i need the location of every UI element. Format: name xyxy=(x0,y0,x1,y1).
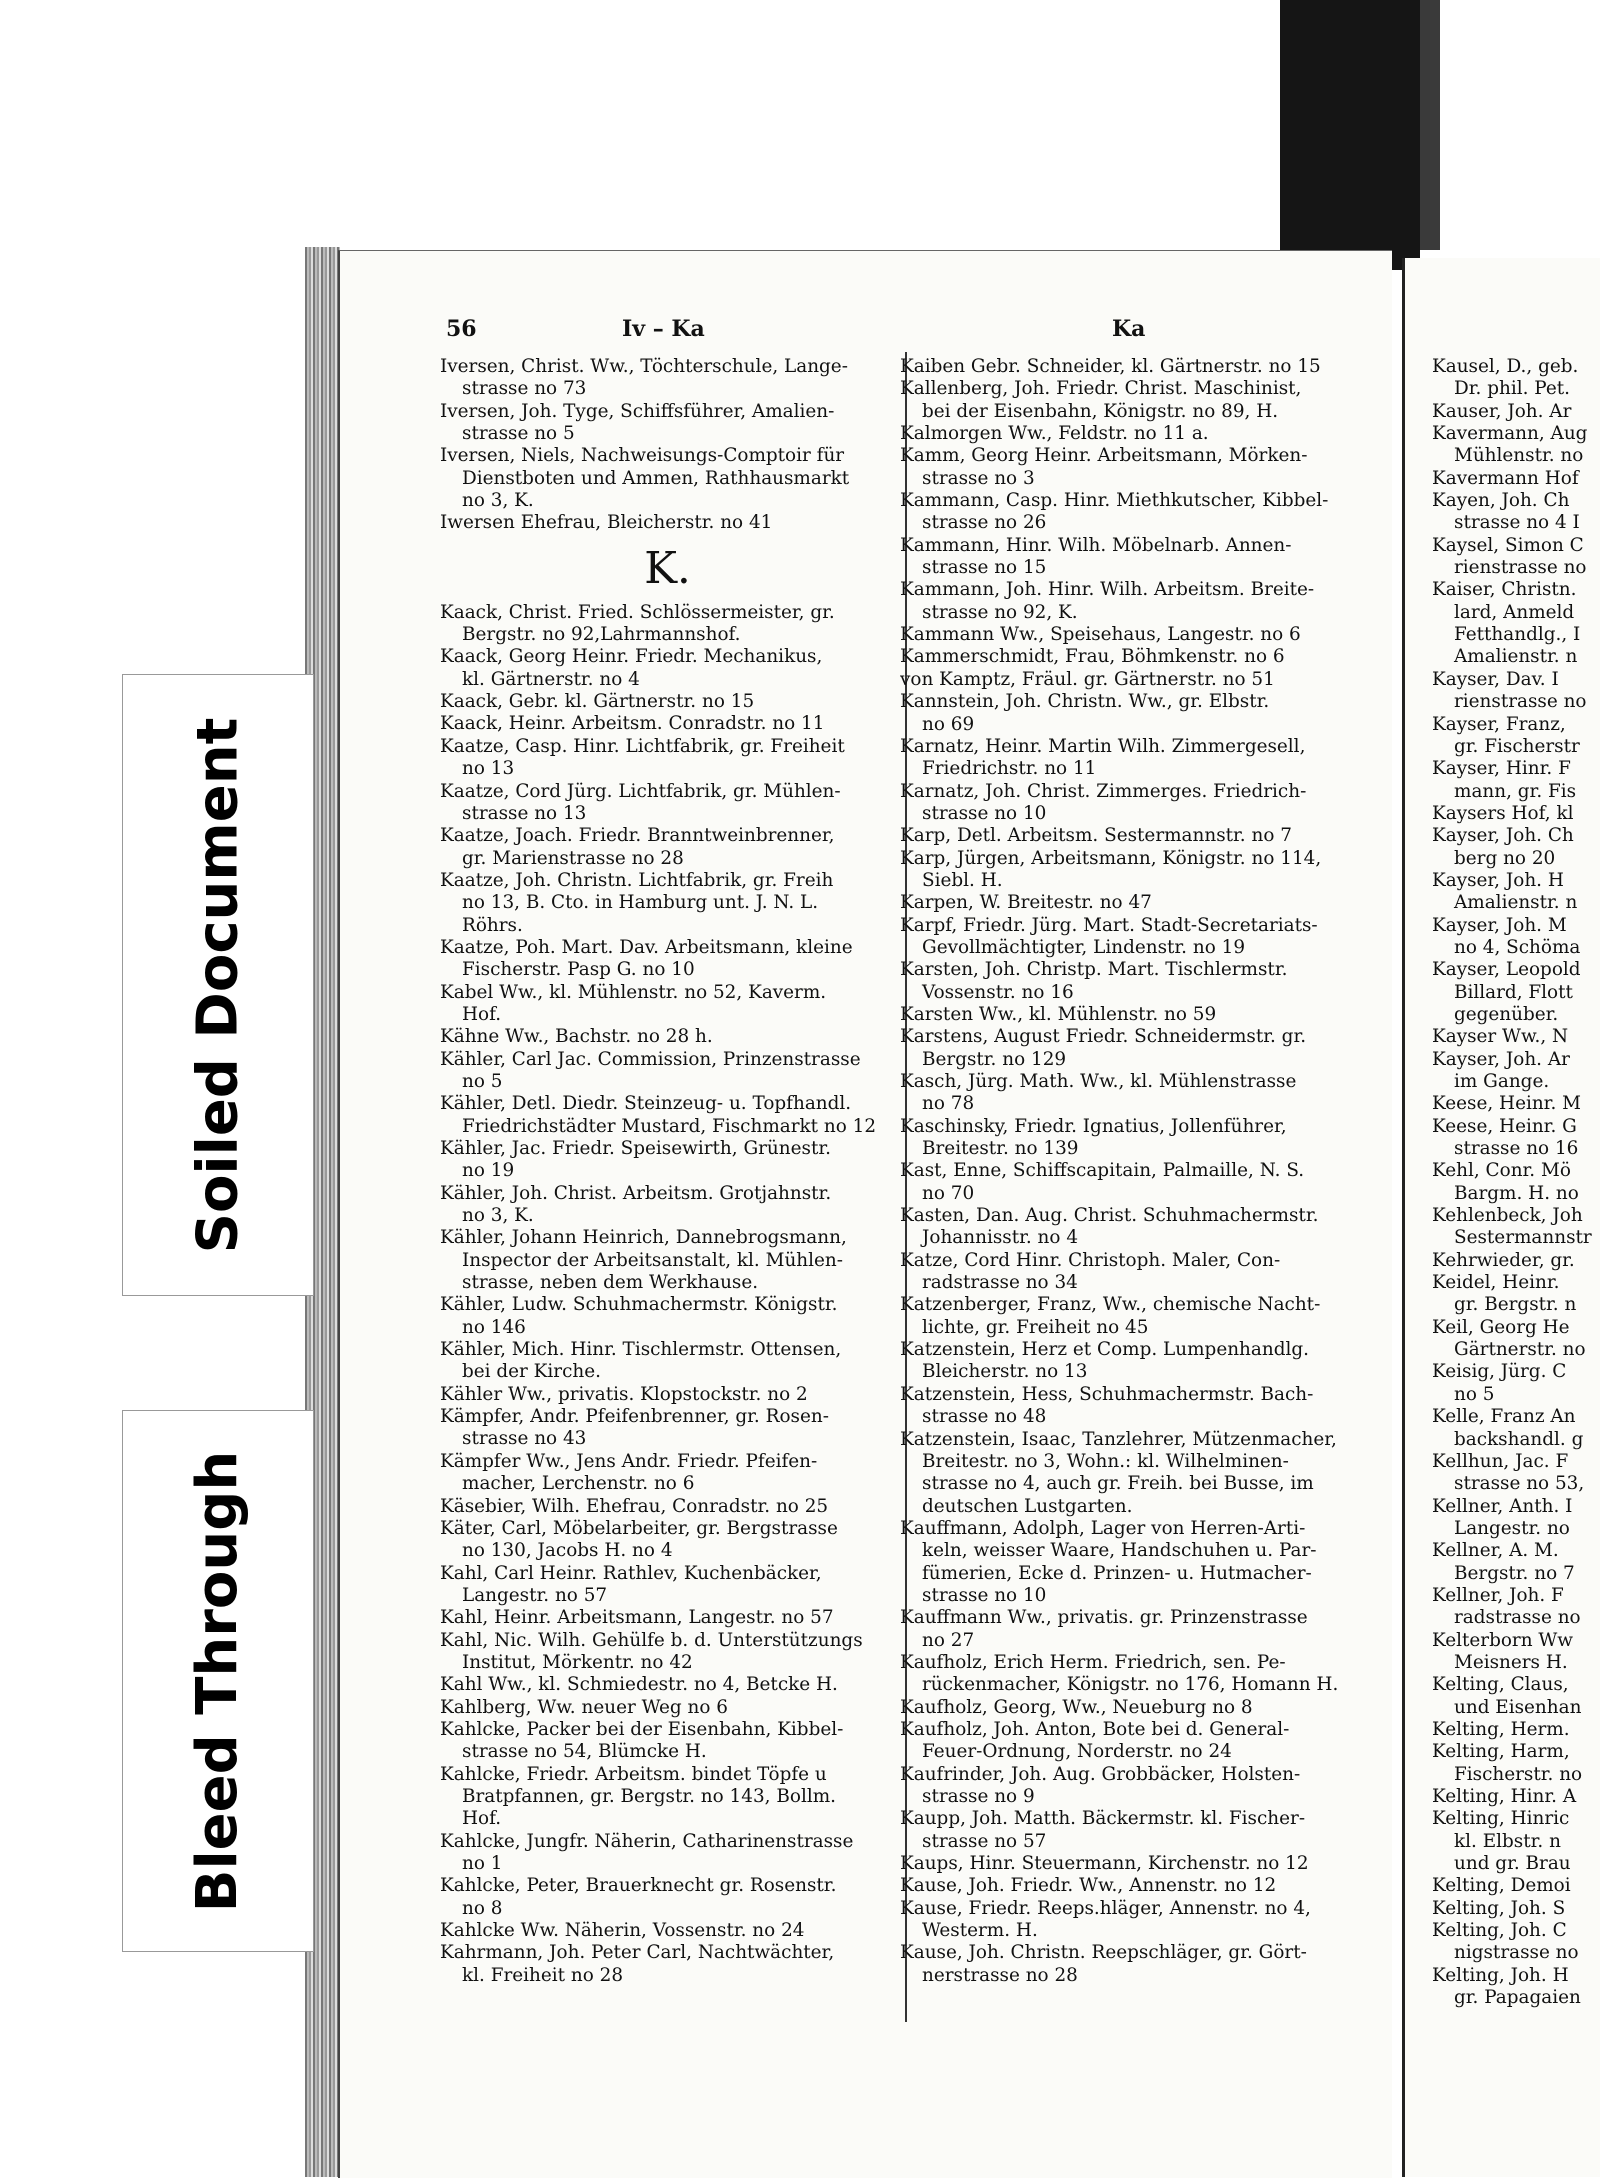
directory-entry-line: Kaack, Georg Heinr. Friedr. Mechanikus, xyxy=(440,646,823,668)
directory-entry-line: Kammann, Hinr. Wilh. Möbelnarb. Annen- xyxy=(900,534,1292,556)
directory-entry-line: Kämpfer Ww., Jens Andr. Friedr. Pfeifen- xyxy=(440,1450,818,1472)
directory-entry-line: strasse no 4 I xyxy=(1454,512,1580,534)
directory-entry-line: Iversen, Joh. Tyge, Schiffsführer, Amalien- xyxy=(440,400,835,422)
directory-entry-line: Fetthandlg., I xyxy=(1454,624,1581,646)
directory-entry-line: no 13, B. Cto. in Hamburg unt. J. N. L. xyxy=(462,892,819,914)
directory-entry-line: Kelting, Hinr. A xyxy=(1432,1786,1577,1807)
directory-entry-line: Kayser, Franz, xyxy=(1432,713,1566,735)
directory-entry-line: Keidel, Heinr. xyxy=(1432,1272,1560,1294)
directory-entry-line: strasse no 16 xyxy=(1454,1138,1579,1160)
directory-entry-line: Sestermannstr xyxy=(1454,1227,1592,1249)
directory-entry-line: Kehl, Conr. Mö xyxy=(1432,1160,1571,1182)
directory-entry-line: Dienstboten und Ammen, Rathhausmarkt xyxy=(462,467,850,489)
directory-entry-line: strasse no 5 xyxy=(462,423,575,445)
directory-entry-line: Bleicherstr. no 13 xyxy=(922,1361,1088,1383)
directory-entry-line: Kämpfer, Andr. Pfeifenbrenner, gr. Rosen- xyxy=(440,1406,829,1428)
directory-entry-line: Kelting, Demoi xyxy=(1432,1875,1571,1897)
directory-entry-line: Kause, Joh. Christn. Reepschläger, gr. Gört- xyxy=(900,1942,1307,1964)
directory-entry-line: Fischerstr. Pasp G. no 10 xyxy=(462,959,695,981)
directory-entry-line: Kaiser, Christn. xyxy=(1432,579,1577,601)
page-number: 56 xyxy=(446,316,477,342)
directory-entry-line: Kause, Friedr. Reeps.hläger, Annenstr. no 4, xyxy=(900,1897,1311,1919)
directory-entry-line: rienstrasse no xyxy=(1454,691,1587,713)
directory-entry-line: strasse no 10 xyxy=(922,1584,1047,1606)
directory-entry-line: strasse no 57 xyxy=(922,1830,1047,1852)
directory-entry-line: backshandl. g xyxy=(1454,1428,1584,1450)
directory-entry-line: Kaatze, Cord Jürg. Lichtfabrik, gr. Mühlen- xyxy=(440,780,841,802)
directory-entry-line: Kelting, Claus, xyxy=(1432,1674,1569,1696)
directory-entry-line: no 69 xyxy=(922,713,975,735)
directory-entry-line: kl. Freiheit no 28 xyxy=(462,1964,624,1986)
directory-entry-line: Kaatze, Joh. Christn. Lichtfabrik, gr. Freih xyxy=(440,869,834,891)
directory-entry-line: Langestr. no xyxy=(1454,1517,1570,1539)
directory-entry-line: Kaysers Hof, kl xyxy=(1432,802,1574,824)
directory-entry-line: Kayser, Dav. I xyxy=(1432,668,1559,690)
directory-entry-line: no 70 xyxy=(922,1182,975,1204)
directory-entry-line: Kayser, Joh. Ch xyxy=(1432,825,1574,847)
directory-entry-line: Kelting, Hinric xyxy=(1432,1808,1570,1830)
directory-entry-line: Karnatz, Heinr. Martin Wilh. Zimmergesell, xyxy=(900,735,1306,757)
directory-entry-line: macher, Lerchenstr. no 6 xyxy=(462,1473,695,1495)
directory-entry-line: Kasten, Dan. Aug. Christ. Schuhmachermstr. xyxy=(900,1205,1319,1227)
directory-entry-line: Kammann, Joh. Hinr. Wilh. Arbeitsm. Breite- xyxy=(900,579,1315,601)
directory-entry-line: Kähne Ww., Bachstr. no 28 h. xyxy=(440,1026,713,1048)
directory-entry-line: Karsten Ww., kl. Mühlenstr. no 59 xyxy=(900,1003,1217,1025)
directory-entry-line: Breitestr. no 139 xyxy=(922,1138,1079,1160)
directory-entry-line: Siebl. H. xyxy=(922,869,1003,891)
directory-entry-line: Iversen, Christ. Ww., Töchterschule, Lange- xyxy=(440,356,848,377)
directory-entry-line: Käsebier, Wilh. Ehefrau, Conradstr. no 25 xyxy=(440,1495,829,1517)
directory-entry-line: no 8 xyxy=(462,1897,503,1919)
directory-entry-line: Katze, Cord Hinr. Christoph. Maler, Con- xyxy=(900,1249,1281,1271)
directory-entry-line: Kammann Ww., Speisehaus, Langestr. no 6 xyxy=(900,624,1301,646)
directory-entry-line: rückenmacher, Königstr. no 176, Homann H. xyxy=(922,1674,1339,1696)
directory-entry-line: Kannstein, Joh. Christn. Ww., gr. Elbstr. xyxy=(900,691,1270,713)
directory-entry-line: kl. Gärtnerstr. no 4 xyxy=(462,668,640,690)
directory-entry-line: no 3, K. xyxy=(462,490,534,512)
directory-entry-line: Karstens, August Friedr. Schneidermstr. gr. xyxy=(900,1026,1307,1048)
directory-entry-line: Kähler, Mich. Hinr. Tischlermstr. Ottensen, xyxy=(440,1339,842,1361)
directory-entry-line: Kausel, D., geb. xyxy=(1432,356,1579,377)
directory-entry-line: Kaschinsky, Friedr. Ignatius, Jollenführer, xyxy=(900,1115,1287,1137)
directory-entry-line: Iversen, Niels, Nachweisungs-Comptoir für xyxy=(440,445,845,467)
directory-entry-line: strasse no 15 xyxy=(922,557,1047,579)
directory-entry-line: no 78 xyxy=(922,1093,975,1115)
directory-entry-line: Fischerstr. no xyxy=(1454,1763,1583,1785)
directory-entry-line: Mühlenstr. no xyxy=(1454,445,1584,467)
directory-entry-line: Gärtnerstr. no xyxy=(1454,1339,1586,1361)
directory-column-right xyxy=(1432,356,1600,2009)
bleed-through-tab xyxy=(122,1410,314,1952)
directory-entry-line: Westerm. H. xyxy=(922,1920,1038,1942)
directory-entry-line: Friedrichstr. no 11 xyxy=(922,758,1097,780)
directory-entry-line: Keese, Heinr. M xyxy=(1432,1093,1581,1115)
directory-entry-line: nerstrasse no 28 xyxy=(922,1964,1078,1986)
directory-entry-line: gr. Papagaien xyxy=(1454,1987,1581,2009)
directory-entry-line: Kahlcke, Packer bei der Eisenbahn, Kibbel- xyxy=(440,1718,844,1740)
directory-entry-line: Kähler, Joh. Christ. Arbeitsm. Grotjahnstr. xyxy=(440,1182,832,1204)
directory-entry-line: Kaack, Gebr. kl. Gärtnerstr. no 15 xyxy=(440,691,755,713)
directory-entry-line: im Gange. xyxy=(1454,1071,1550,1092)
directory-entry-line: Hof. xyxy=(462,1003,502,1025)
directory-entry-line: Kavermann, Aug xyxy=(1432,423,1588,445)
directory-entry-line: Keisig, Jürg. C xyxy=(1432,1361,1567,1383)
directory-entry-line: Kellner, Anth. I xyxy=(1432,1495,1573,1517)
directory-entry-line: Kelting, Joh. H xyxy=(1432,1964,1569,1986)
directory-entry-line: Meisners H. xyxy=(1454,1651,1568,1673)
directory-entry-line: Kellner, Joh. F xyxy=(1432,1584,1564,1606)
directory-entry-line: Bratpfannen, gr. Bergstr. no 143, Bollm. xyxy=(462,1785,836,1807)
directory-entry-line: mann, gr. Fis xyxy=(1454,780,1577,802)
directory-entry-line: no 13 xyxy=(462,758,515,780)
directory-entry-line: gegenüber. xyxy=(1454,1003,1559,1025)
directory-entry-line: strasse no 53, xyxy=(1454,1473,1585,1495)
directory-entry-line: berg no 20 xyxy=(1454,847,1556,869)
directory-entry-line: Katzenstein, Herz et Comp. Lumpenhandlg. xyxy=(900,1339,1309,1361)
directory-entry-line: Kähler, Detl. Diedr. Steinzeug- u. Topfhandl. xyxy=(440,1093,852,1115)
directory-entry-line: Kelle, Franz An xyxy=(1432,1406,1576,1428)
directory-entry-line: Kammann, Casp. Hinr. Miethkutscher, Kibbel- xyxy=(900,490,1329,512)
directory-entry-line: Karpf, Friedr. Jürg. Mart. Stadt-Secretariats- xyxy=(900,914,1318,936)
directory-entry-line: Röhrs. xyxy=(462,914,523,936)
directory-entry-line: radstrasse no 34 xyxy=(922,1272,1078,1294)
directory-entry-line: Kamm, Georg Heinr. Arbeitsmann, Mörken- xyxy=(900,445,1308,467)
directory-entry-line: no 130, Jacobs H. no 4 xyxy=(462,1540,673,1562)
directory-entry-line: Karnatz, Joh. Christ. Zimmerges. Friedrich- xyxy=(900,780,1307,802)
directory-entry-line: Kehlenbeck, Joh xyxy=(1432,1205,1583,1227)
directory-entry-line: strasse no 92, K. xyxy=(922,601,1078,623)
directory-entry-line: Keil, Georg He xyxy=(1432,1316,1570,1338)
directory-entry-line: Kalmorgen Ww., Feldstr. no 11 a. xyxy=(900,423,1209,445)
directory-entry-line: Kast, Enne, Schiffscapitain, Palmaille, N. S. xyxy=(900,1160,1305,1182)
directory-entry-line: no 5 xyxy=(1454,1383,1495,1405)
directory-entry-line: Karpen, W. Breitestr. no 47 xyxy=(900,892,1152,914)
section-letter-heading: K. xyxy=(644,542,691,594)
directory-entry-line: Kayen, Joh. Ch xyxy=(1432,490,1570,512)
directory-entry-line: bei der Kirche. xyxy=(462,1361,601,1383)
directory-entry-line: strasse no 48 xyxy=(922,1406,1047,1428)
directory-column-left xyxy=(440,356,895,1987)
directory-entry-line: kl. Elbstr. n xyxy=(1454,1830,1561,1852)
directory-entry-line: Kayser, Leopold xyxy=(1432,959,1581,981)
directory-entry-line: Friedrichstädter Mustard, Fischmarkt no 12 xyxy=(462,1115,877,1137)
directory-entry-line: Kaiben Gebr. Schneider, kl. Gärtnerstr. no 15 xyxy=(900,356,1321,377)
directory-entry-line: Amalienstr. n xyxy=(1454,646,1578,668)
directory-entry-line: Kayser, Joh. M xyxy=(1432,914,1567,936)
directory-entry-line: Katzenstein, Hess, Schuhmachermstr. Bach- xyxy=(900,1383,1314,1405)
directory-entry-line: keln, weisser Waare, Handschuhen u. Par- xyxy=(922,1540,1317,1562)
directory-entry-line: strasse no 10 xyxy=(922,802,1047,824)
directory-entry-line: Hof. xyxy=(462,1808,502,1830)
directory-entry-line: Kahlcke, Peter, Brauerknecht gr. Rosenstr. xyxy=(440,1875,837,1897)
directory-entry-line: Kasch, Jürg. Math. Ww., kl. Mühlenstrasse xyxy=(900,1071,1297,1092)
directory-entry-line: Kähler, Johann Heinrich, Dannebrogsmann, xyxy=(440,1227,847,1249)
directory-entry-line: und Eisenhan xyxy=(1454,1696,1582,1718)
directory-entry-line: no 1 xyxy=(462,1853,503,1874)
directory-entry-line: Institut, Mörkentr. no 42 xyxy=(462,1651,693,1673)
bleed-through-label: Bleed Through xyxy=(185,1450,251,1912)
directory-entry-line: Kehrwieder, gr. xyxy=(1432,1249,1575,1271)
directory-entry-line: Kaupp, Joh. Matth. Bäckermstr. kl. Fischer- xyxy=(900,1808,1306,1830)
directory-entry-line: Kahl, Nic. Wilh. Gehülfe b. d. Unterstützungs xyxy=(440,1629,863,1651)
directory-entry-line: Billard, Flott xyxy=(1454,981,1573,1003)
directory-entry-line: strasse no 43 xyxy=(462,1428,587,1450)
directory-entry-line: strasse no 54, Blümcke H. xyxy=(462,1741,707,1763)
directory-entry-line: Kabel Ww., kl. Mühlenstr. no 52, Kaverm. xyxy=(440,981,827,1003)
directory-entry-line: Kayser, Hinr. F xyxy=(1432,758,1571,780)
directory-entry-line: Kahrmann, Joh. Peter Carl, Nachtwächter, xyxy=(440,1942,835,1964)
directory-entry-line: Kause, Joh. Friedr. Ww., Annenstr. no 12 xyxy=(900,1875,1277,1897)
soiled-document-label: Soiled Document xyxy=(185,717,251,1253)
directory-entry-line: strasse no 13 xyxy=(462,802,587,824)
directory-entry-line: Kelterborn Ww xyxy=(1432,1629,1574,1651)
directory-entry-line: Kavermann Hof xyxy=(1432,467,1579,489)
directory-entry-line: Kaufholz, Georg, Ww., Neueburg no 8 xyxy=(900,1696,1253,1718)
directory-entry-line: Kahlberg, Ww. neuer Weg no 6 xyxy=(440,1696,728,1718)
directory-entry-line: gr. Marienstrasse no 28 xyxy=(462,847,684,869)
directory-entry-line: strasse no 73 xyxy=(462,378,587,400)
directory-entry-line: Johannisstr. no 4 xyxy=(922,1227,1079,1249)
directory-entry-line: Kelting, Harm, xyxy=(1432,1741,1570,1763)
directory-entry-line: Kahlcke, Jungfr. Näherin, Catharinenstrasse xyxy=(440,1830,854,1852)
directory-entry-line: Kaufholz, Joh. Anton, Bote bei d. General- xyxy=(900,1718,1290,1740)
directory-entry-line: Bargm. H. no xyxy=(1454,1182,1579,1204)
directory-entry-line: gr. Fischerstr xyxy=(1454,735,1580,757)
directory-entry-line: Kahl, Carl Heinr. Rathlev, Kuchenbäcker, xyxy=(440,1562,822,1584)
running-head-right: Ka xyxy=(1112,316,1146,342)
directory-entry-line: lard, Anmeld xyxy=(1454,601,1575,623)
directory-entry-line: von Kamptz, Fräul. gr. Gärtnerstr. no 51 xyxy=(900,668,1275,690)
directory-entry-line: nigstrasse no xyxy=(1454,1942,1579,1964)
directory-entry-line: Karp, Detl. Arbeitsm. Sestermannstr. no 7 xyxy=(900,825,1292,847)
directory-entry-line: Vossenstr. no 16 xyxy=(922,981,1074,1003)
directory-entry-line: strasse no 9 xyxy=(922,1786,1035,1807)
directory-entry-line: Kayser, Joh. H xyxy=(1432,869,1564,891)
directory-entry-line: Kellhun, Jac. F xyxy=(1432,1450,1569,1472)
directory-entry-line: fümerien, Ecke d. Prinzen- u. Hutmacher- xyxy=(922,1562,1312,1584)
directory-entry-line: Bergstr. no 7 xyxy=(1454,1562,1575,1584)
directory-entry-line: strasse no 4, auch gr. Freih. bei Busse, im xyxy=(922,1473,1314,1495)
directory-entry-line: Iwersen Ehefrau, Bleicherstr. no 41 xyxy=(440,512,773,534)
directory-entry-line: Langestr. no 57 xyxy=(462,1584,608,1606)
directory-entry-line: rienstrasse no xyxy=(1454,557,1587,579)
directory-entry-line: Dr. phil. Pet. xyxy=(1454,378,1570,400)
directory-entry-line: Feuer-Ordnung, Norderstr. no 24 xyxy=(922,1741,1232,1763)
directory-entry-line: Kaufholz, Erich Herm. Friedrich, sen. Pe- xyxy=(900,1651,1286,1673)
directory-entry-line: Kaups, Hinr. Steuermann, Kirchenstr. no 12 xyxy=(900,1853,1309,1875)
directory-entry-line: Karp, Jürgen, Arbeitsmann, Königstr. no 114, xyxy=(900,847,1322,869)
directory-entry-line: Kaufrinder, Joh. Aug. Grobbäcker, Holsten- xyxy=(900,1763,1301,1785)
directory-entry-line: strasse no 3 xyxy=(922,467,1035,489)
directory-entry-line: Kahlcke Ww. Näherin, Vossenstr. no 24 xyxy=(440,1920,805,1942)
directory-entry-line: Karsten, Joh. Christp. Mart. Tischlermstr. xyxy=(900,959,1288,981)
directory-entry-line: Kahl Ww., kl. Schmiedestr. no 4, Betcke H. xyxy=(440,1674,838,1696)
directory-entry-line: no 5 xyxy=(462,1070,503,1092)
scanner-background-dark xyxy=(1280,0,1420,270)
directory-entry-line: no 146 xyxy=(462,1316,526,1338)
directory-entry-line: lichte, gr. Freiheit no 45 xyxy=(922,1316,1149,1338)
directory-entry-line: Kauser, Joh. Ar xyxy=(1432,400,1572,422)
directory-entry-line: Kahl, Heinr. Arbeitsmann, Langestr. no 57 xyxy=(440,1607,834,1629)
directory-entry-line: bei der Eisenbahn, Königstr. no 89, H. xyxy=(922,400,1279,422)
directory-entry-line: radstrasse no xyxy=(1454,1607,1581,1629)
scanner-background-edge xyxy=(1420,0,1440,250)
directory-entry-line: Kähler Ww., privatis. Klopstockstr. no 2 xyxy=(440,1383,808,1405)
directory-entry-line: no 3, K. xyxy=(462,1205,534,1227)
directory-entry-line: deutschen Lustgarten. xyxy=(922,1495,1133,1517)
directory-entry-line: Amalienstr. n xyxy=(1454,892,1578,914)
directory-entry-line: Gevollmächtigter, Lindenstr. no 19 xyxy=(922,936,1246,958)
directory-entry-line: Kaatze, Casp. Hinr. Lichtfabrik, gr. Freiheit xyxy=(440,735,845,757)
directory-entry-line: Kayser Ww., N xyxy=(1432,1026,1569,1048)
directory-entry-line: Kahlcke, Friedr. Arbeitsm. bindet Töpfe u xyxy=(440,1763,827,1785)
directory-entry-line: Kelting, Joh. S xyxy=(1432,1897,1566,1919)
directory-entry-line: Kellner, A. M. xyxy=(1432,1540,1559,1562)
directory-entry-line: strasse, neben dem Werkhause. xyxy=(462,1272,759,1294)
directory-entry-line: und gr. Brau xyxy=(1454,1853,1571,1875)
directory-entry-line: Kaatze, Joach. Friedr. Branntweinbrenner, xyxy=(440,825,835,847)
directory-entry-line: Katzenstein, Isaac, Tanzlehrer, Mützenmacher, xyxy=(900,1428,1337,1450)
directory-entry-line: Kaack, Christ. Fried. Schlössermeister, gr. xyxy=(440,601,835,623)
running-head-left: Iv – Ka xyxy=(622,316,705,342)
directory-entry-line: Breitestr. no 3, Wohn.: kl. Wilhelminen- xyxy=(922,1450,1289,1472)
directory-entry-line: Bergstr. no 129 xyxy=(922,1048,1067,1070)
soiled-document-tab xyxy=(122,674,314,1296)
directory-entry-line: Inspector der Arbeitsanstalt, kl. Mühlen- xyxy=(462,1249,843,1271)
directory-entry-line: Käter, Carl, Möbelarbeiter, gr. Bergstrasse xyxy=(440,1517,838,1539)
directory-entry-line: Kayser, Joh. Ar xyxy=(1432,1048,1570,1070)
directory-entry-line: Kähler, Ludw. Schuhmachermstr. Königstr. xyxy=(440,1294,838,1316)
directory-entry-line: Kelting, Joh. C xyxy=(1432,1920,1567,1942)
directory-entry-line: gr. Bergstr. n xyxy=(1454,1294,1577,1316)
directory-entry-line: Kähler, Jac. Friedr. Speisewirth, Grünestr. xyxy=(440,1138,831,1159)
directory-entry-line: Kaatze, Poh. Mart. Dav. Arbeitsmann, kleine xyxy=(440,936,853,958)
directory-entry-line: Kauffmann Ww., privatis. gr. Prinzenstrasse xyxy=(900,1607,1308,1629)
directory-entry-line: Keese, Heinr. G xyxy=(1432,1115,1577,1137)
directory-entry-line: Kaysel, Simon C xyxy=(1432,534,1584,556)
directory-entry-line: Kähler, Carl Jac. Commission, Prinzenstrasse xyxy=(440,1048,861,1070)
directory-entry-line: Katzenberger, Franz, Ww., chemische Nacht- xyxy=(900,1294,1321,1316)
directory-entry-line: strasse no 26 xyxy=(922,512,1047,534)
directory-entry-line: Kelting, Herm. xyxy=(1432,1718,1570,1740)
directory-entry-line: Kallenberg, Joh. Friedr. Christ. Maschinist, xyxy=(900,378,1302,400)
directory-entry-line: no 4, Schöma xyxy=(1454,936,1581,958)
directory-column-middle xyxy=(900,356,1355,1987)
directory-entry-line: Kaack, Heinr. Arbeitsm. Conradstr. no 11 xyxy=(440,713,825,735)
directory-entry-line: no 27 xyxy=(922,1629,975,1651)
directory-entry-line: no 19 xyxy=(462,1160,515,1182)
directory-entry-line: Kauffmann, Adolph, Lager von Herren-Arti- xyxy=(900,1517,1306,1539)
directory-entry-line: Bergstr. no 92,Lahrmannshof. xyxy=(462,624,741,646)
directory-entry-line: Kammerschmidt, Frau, Böhmkenstr. no 6 xyxy=(900,646,1285,668)
